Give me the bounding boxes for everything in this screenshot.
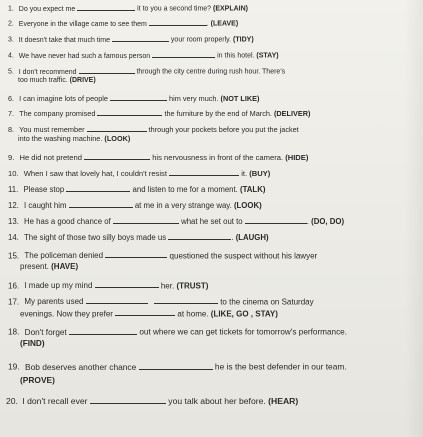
item-number: 1. xyxy=(8,5,14,13)
verb-hint: (HIDE) xyxy=(285,153,309,163)
item-number: 19. xyxy=(8,361,20,372)
exercise-19-continued xyxy=(20,376,55,384)
answer-blank[interactable] xyxy=(139,362,213,370)
exercise-5-continued xyxy=(18,77,96,84)
verb-hint: (LAUGH) xyxy=(235,233,269,243)
verb-hint: (HEAR) xyxy=(268,395,299,406)
answer-blank[interactable] xyxy=(113,217,179,224)
sentence-end: him very much. xyxy=(169,93,219,103)
sentence-end: questioned the suspect without his lawyer xyxy=(169,251,318,261)
sentence-start: I don't recommend xyxy=(18,68,77,76)
item-number: 3. xyxy=(8,36,14,44)
item-number: 16. xyxy=(8,281,20,291)
item-number: 15. xyxy=(8,251,20,261)
sentence-end: through your pockets before you put the jacket xyxy=(148,124,299,134)
sentence-start: He has a good chance of xyxy=(24,217,111,227)
exercise-14 xyxy=(8,233,269,242)
answer-blank[interactable] xyxy=(154,297,218,304)
answer-blank[interactable] xyxy=(115,309,175,316)
answer-blank[interactable] xyxy=(95,281,159,288)
exercise-1 xyxy=(8,4,248,13)
exercise-18-continued xyxy=(20,340,45,348)
verb-hint: (TIDY) xyxy=(233,36,254,44)
item-number: 4. xyxy=(8,52,14,60)
answer-blank[interactable] xyxy=(69,201,133,208)
sentence-end: and listen to me for a moment. xyxy=(132,185,238,195)
item-number: 18. xyxy=(8,327,20,337)
sentence-continuation: present. xyxy=(20,262,49,271)
sentence-end: at me in a very strange way. xyxy=(134,201,232,211)
item-number: 5. xyxy=(8,68,14,76)
sentence-end: . xyxy=(206,20,209,28)
answer-blank[interactable] xyxy=(66,185,130,192)
verb-hint: (LOOK) xyxy=(104,134,131,143)
sentence-start: Everyone in the village came to see them xyxy=(18,20,147,28)
answer-blank[interactable] xyxy=(79,67,135,74)
answer-blank[interactable] xyxy=(97,109,162,116)
exercise-15-continued xyxy=(20,263,78,271)
sentence-end-2: at home. xyxy=(177,309,209,319)
sentence-end: he is the best defender in our team. xyxy=(214,361,347,372)
sentence-start: The policeman denied xyxy=(24,251,104,261)
verb-hint: (DRIVE) xyxy=(69,77,96,84)
sentence-start: I don't recall ever xyxy=(22,395,88,406)
exercise-10 xyxy=(8,169,270,178)
item-number: 20. xyxy=(6,395,18,406)
sentence-end: out where we can get tickets for tomorrow's performance. xyxy=(139,327,348,337)
verb-hint: (PROVE) xyxy=(20,375,55,385)
item-number: 10. xyxy=(8,169,19,179)
sentence-start: The company promised xyxy=(19,108,96,118)
item-number: 7. xyxy=(8,108,15,118)
exercise-15 xyxy=(8,251,317,260)
sentence-end: her. xyxy=(160,281,175,291)
verb-hint: (DELIVER) xyxy=(273,108,311,118)
verb-hint: (TRUST) xyxy=(176,281,209,291)
sentence-end: it to you a second time? xyxy=(137,5,212,13)
sentence-continuation: too much traffic. xyxy=(18,77,68,84)
answer-blank[interactable] xyxy=(149,19,207,26)
item-number: 8. xyxy=(8,124,15,134)
verb-hint: (NOT LIKE) xyxy=(220,93,260,103)
verb-hint: (STAY) xyxy=(256,52,279,60)
exercise-5 xyxy=(8,67,285,76)
verb-hint: (LIKE, GO , STAY) xyxy=(210,309,278,319)
sentence-end: . xyxy=(231,233,234,243)
sentence-end: his nervousness in front of the camera. xyxy=(152,153,284,163)
exercise-19 xyxy=(8,362,347,371)
sentence-start: Do you expect me xyxy=(18,5,76,13)
exercise-4 xyxy=(8,51,279,60)
sentence-start: When I saw that lovely hat, I couldn't resist xyxy=(23,169,167,179)
page-edge-shadow xyxy=(405,0,423,437)
exercise-7 xyxy=(8,109,310,117)
sentence-start: He did not pretend xyxy=(19,153,82,163)
verb-hint: (HAVE) xyxy=(51,262,79,271)
sentence-end: you talk about her before. xyxy=(168,395,266,406)
answer-blank[interactable] xyxy=(77,4,135,11)
sentence-continuation: into the washing machine. xyxy=(18,134,103,143)
sentence-start: Please stop xyxy=(23,185,65,195)
answer-blank[interactable] xyxy=(245,217,309,227)
verb-hint: (FIND) xyxy=(20,339,45,348)
answer-blank[interactable] xyxy=(110,94,167,101)
answer-blank[interactable] xyxy=(105,251,167,258)
answer-blank[interactable] xyxy=(69,327,137,335)
answer-blank[interactable] xyxy=(87,125,147,132)
sentence-end: . xyxy=(306,217,309,227)
exercise-13 xyxy=(8,217,344,226)
sentence-end: to the cinema on Saturday xyxy=(220,297,314,307)
answer-blank[interactable] xyxy=(168,233,234,243)
sentence-start: I caught him xyxy=(24,201,67,211)
item-number: 12. xyxy=(8,201,19,211)
verb-hint: (TALK) xyxy=(240,185,266,195)
sentence-end: it. xyxy=(241,169,248,179)
exercise-9 xyxy=(8,153,308,162)
verb-hint: (LEAVE) xyxy=(210,20,239,28)
sentence-end: through the city centre during rush hour. There's xyxy=(136,68,286,76)
answer-blank[interactable] xyxy=(90,396,166,404)
item-number: 6. xyxy=(8,93,15,103)
item-number: 11. xyxy=(8,185,19,195)
exercise-8-continued xyxy=(18,135,130,142)
exercise-17-continued xyxy=(20,309,278,318)
exercise-11 xyxy=(8,185,265,194)
sentence-start: I made up my mind xyxy=(24,281,93,291)
sentence-start: It doesn't take that much time xyxy=(18,36,111,44)
answer-blank[interactable] xyxy=(169,169,239,176)
sentence-start: My parents used xyxy=(24,297,84,307)
sentence-start: We have never had such a famous person xyxy=(18,52,151,60)
answer-blank[interactable] xyxy=(86,297,148,304)
item-number: 14. xyxy=(8,233,19,243)
sentence-start: Don't forget xyxy=(24,327,67,337)
exercise-6 xyxy=(8,94,259,102)
item-number: 17. xyxy=(8,297,20,307)
sentence-end: the furniture by the end of March. xyxy=(164,108,272,118)
exercise-20 xyxy=(6,396,298,405)
exercise-3 xyxy=(8,35,254,44)
exercise-16 xyxy=(8,281,208,290)
verb-hint: (EXPLAIN) xyxy=(213,5,249,13)
item-number: 2. xyxy=(8,20,14,28)
sentence-start: The sight of those two silly boys made us xyxy=(24,233,167,243)
verb-hint: (BUY) xyxy=(249,169,271,179)
exercise-8 xyxy=(8,125,299,133)
answer-blank[interactable] xyxy=(152,51,215,58)
answer-blank[interactable] xyxy=(112,35,169,42)
sentence-middle: what he set out to xyxy=(181,217,243,227)
sentence-start: You must remember xyxy=(19,124,85,134)
exercise-17 xyxy=(8,297,314,306)
sentence-continuation: evenings. Now they prefer xyxy=(20,309,113,319)
item-number: 9. xyxy=(8,153,15,163)
verb-hint: (LOOK) xyxy=(233,201,262,211)
exercise-18 xyxy=(8,327,347,337)
exercise-2 xyxy=(8,19,238,28)
verb-hint: (DO, DO) xyxy=(311,217,345,227)
sentence-end: your room properly. xyxy=(170,36,232,44)
item-number: 13. xyxy=(8,217,19,227)
sentence-start: Bob deserves another chance xyxy=(24,361,137,372)
sentence-end: in this hotel. xyxy=(217,52,255,60)
exercise-12 xyxy=(8,201,262,210)
sentence-start: I can imagine lots of people xyxy=(19,93,108,103)
answer-blank[interactable] xyxy=(84,153,150,160)
